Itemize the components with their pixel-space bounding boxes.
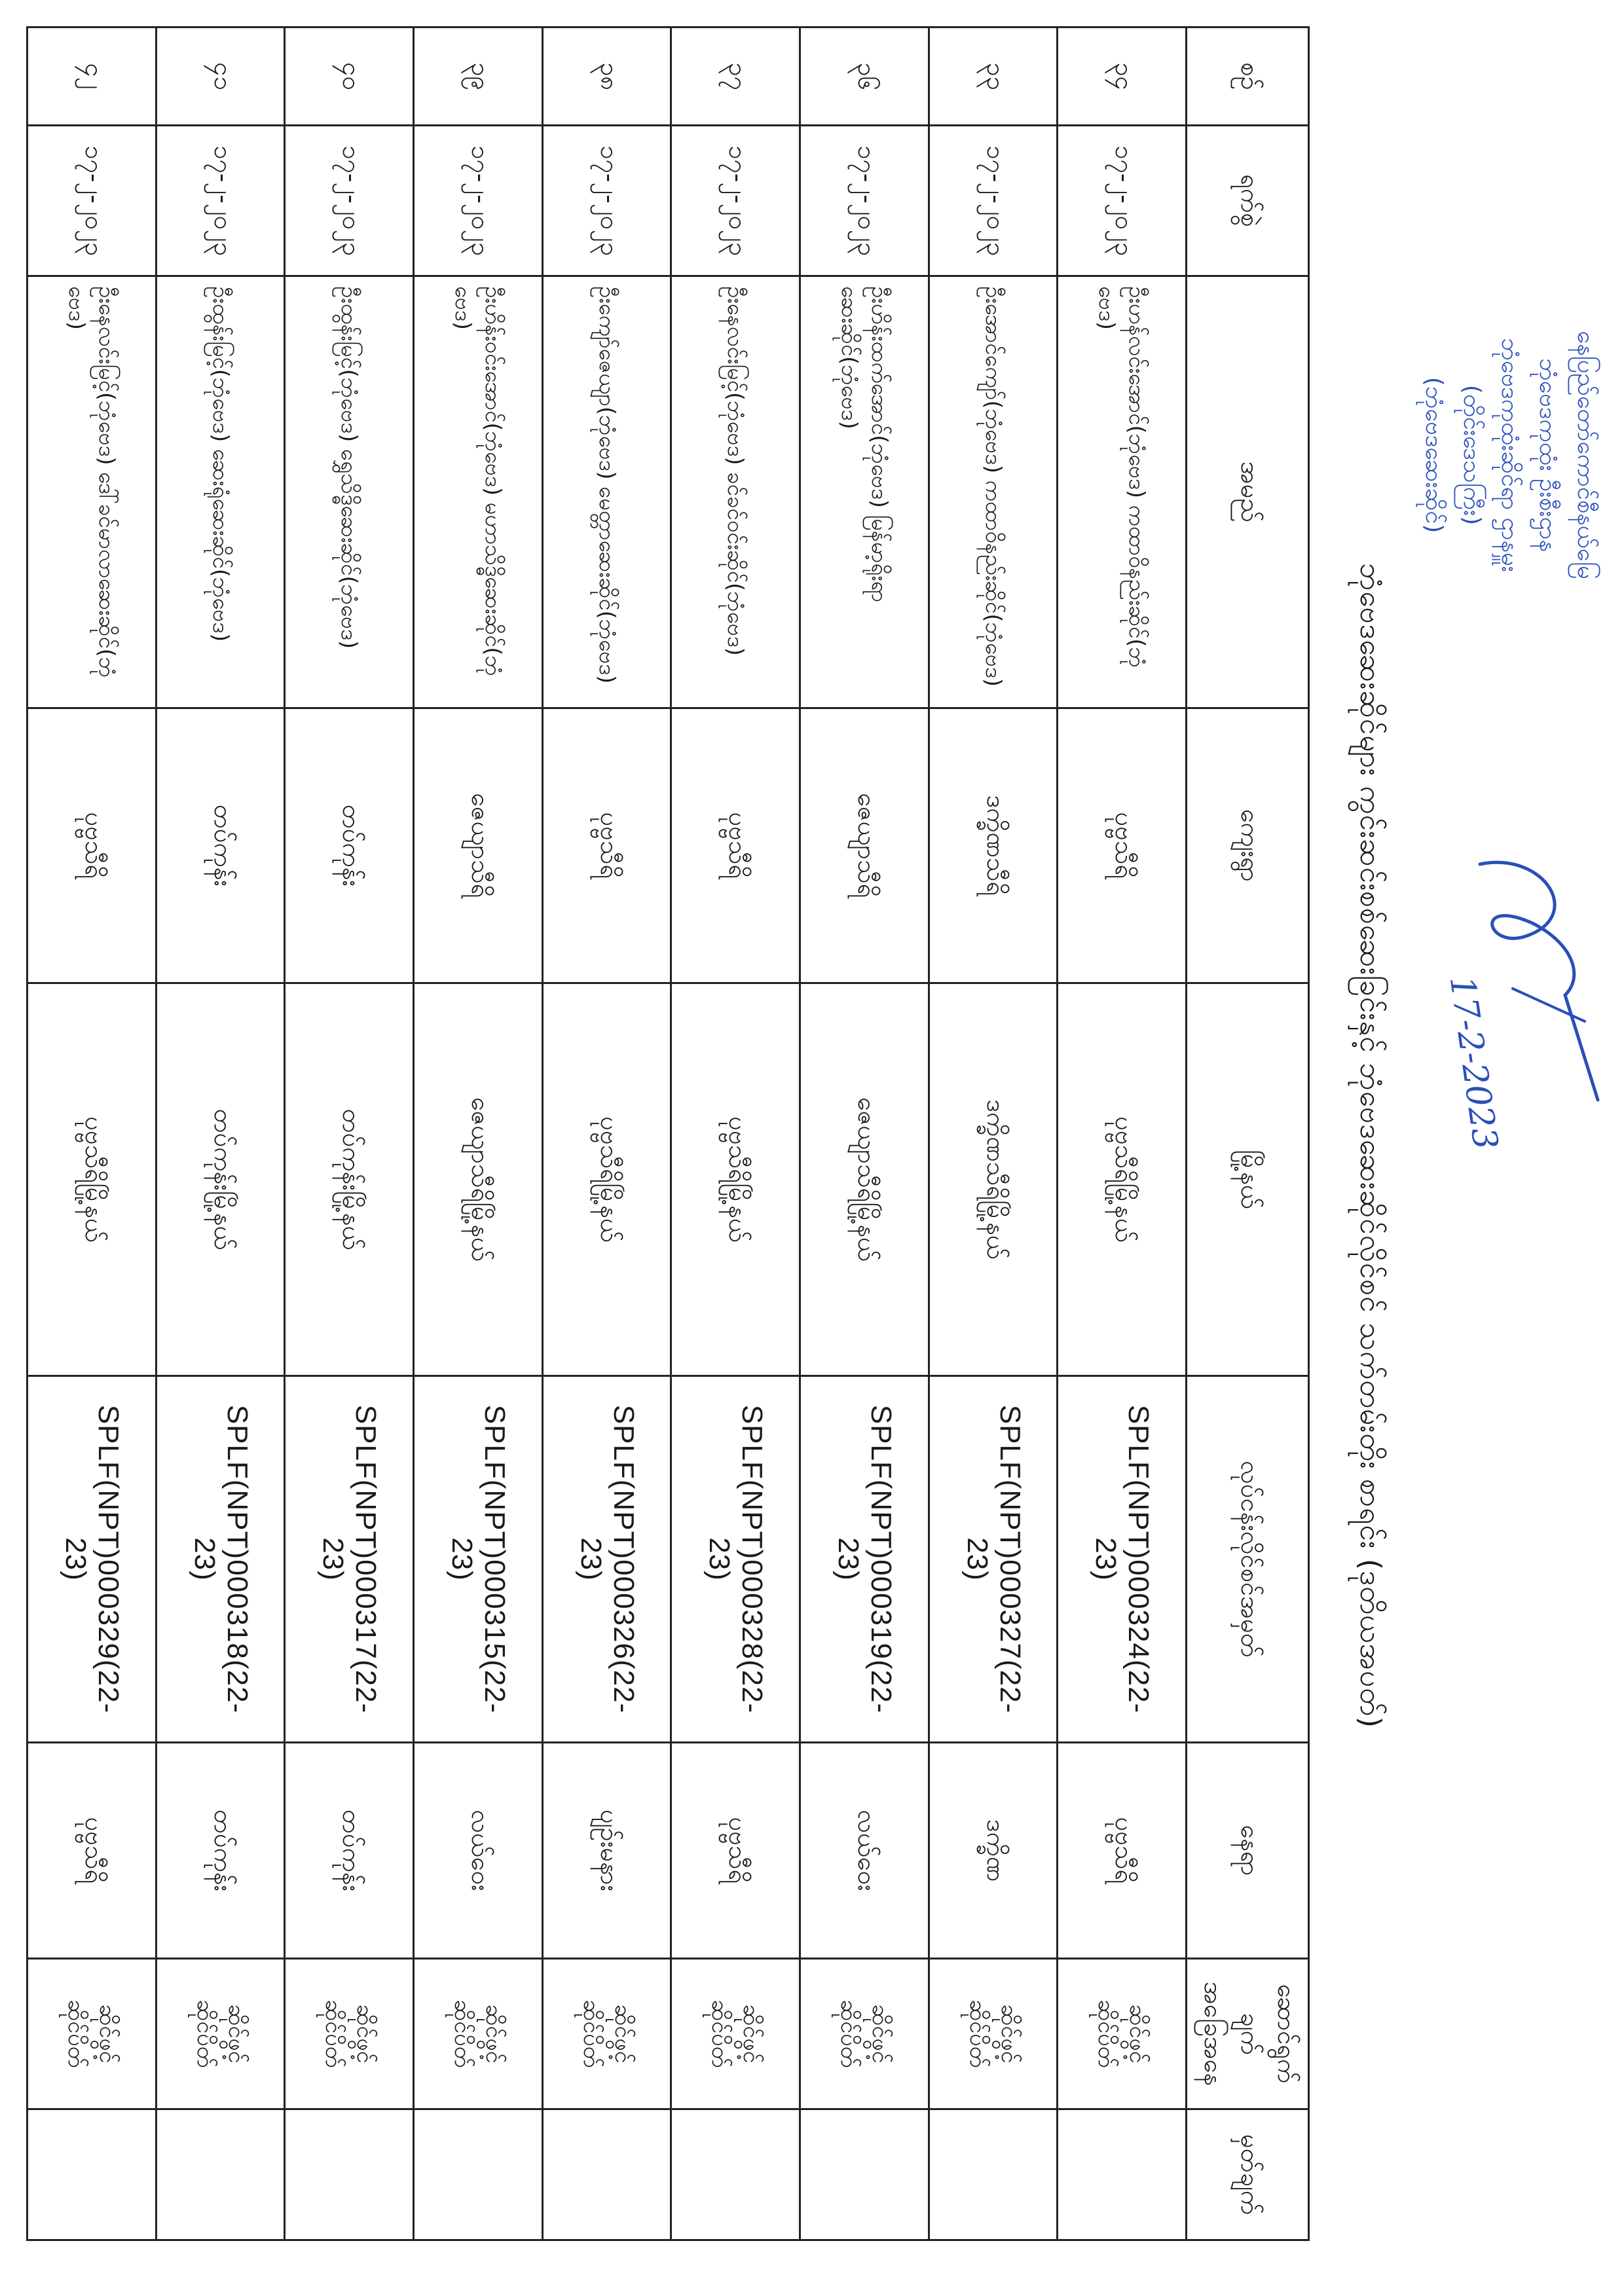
cell-location: တပ်ကုန်း xyxy=(285,1743,414,1959)
cell-date: ၁၇-၂-၂၀၂၃ xyxy=(1058,126,1187,276)
cell-village: တပ်ကုန်း xyxy=(156,708,285,983)
cell-remark xyxy=(542,2109,671,2240)
table-row xyxy=(28,27,157,2240)
cell-remark xyxy=(28,2109,157,2240)
cell-location: ပုဗ္ဗသီရိ xyxy=(671,1743,800,1959)
cell-township: တပ်ကုန်းမြို့နယ် xyxy=(156,983,285,1376)
header-remark: မှတ်ချက် xyxy=(1187,2109,1309,2240)
table-row xyxy=(156,27,285,2240)
cell-location: ပျဉ်းမနား xyxy=(542,1743,671,1959)
cell-sn: ၃၃ xyxy=(929,27,1058,126)
cell-township: ပုဗ္ဗသီရိမြို့နယ် xyxy=(1058,983,1187,1376)
header-name: အမည် xyxy=(1187,276,1309,708)
cell-sn: ၃၄ xyxy=(1058,27,1187,126)
table-row xyxy=(414,27,543,2240)
cell-status: ဆိုင်ဖွင့် ဆိုင်ပိတ် xyxy=(28,1959,157,2109)
header-status: ဆောင်ရွက်ချက် အခြေအနေ xyxy=(1187,1959,1309,2109)
cell-location: တပ်ကုန်း xyxy=(156,1743,285,1959)
header-township: မြို့နယ် xyxy=(1187,983,1309,1376)
office-seal xyxy=(1388,79,1604,831)
cell-sn: ၄၁ xyxy=(156,27,285,126)
table-row xyxy=(671,27,800,2240)
cell-village: ပုဗ္ဗသီရိ xyxy=(542,708,671,983)
header-village: ကျေးရွာ xyxy=(1187,708,1309,983)
seal-line-5: (ဘုံဗေဒဆေးဆိုင်) xyxy=(1420,376,1447,534)
cell-sn: ၃၆ xyxy=(800,27,929,126)
table-header-row xyxy=(1187,27,1309,2240)
cell-location: လယ်ဝေး xyxy=(414,1743,543,1959)
cell-name: ဦးနေလင်းမြင့်(ဘုံဗေဒ) ဒေါ်ခင်မာလာဆေးဆိုင်(ဘုံဗေဒ) xyxy=(28,276,157,708)
cell-remark xyxy=(1058,2109,1187,2240)
signature-block xyxy=(1414,825,1624,1165)
cell-village: ပုဗ္ဗသီရိ xyxy=(28,708,157,983)
cell-reg: SPLF(NPT)000327(22-23) xyxy=(929,1376,1058,1743)
header-date: ရက်စွဲ xyxy=(1187,126,1309,276)
cell-reg: SPLF(NPT)000328(22-23) xyxy=(671,1376,800,1743)
cell-date: ၁၇-၂-၂၀၂၃ xyxy=(542,126,671,276)
cell-status: ဆိုင်ဖွင့် ဆိုင်ပိတ် xyxy=(414,1959,543,2109)
cell-village: ပုဗ္ဗသီရိ xyxy=(1058,708,1187,983)
document-title: ဘုံဗေဒဆေးဆိုင်များ ကွင်းဆင်းစစ်ဆေးခြင်းနှင့် ဘုံဗေဒဆေးဆိုင်လိုင်စင် သက်တမ်းတိုး စာရင်း (ဒုတိယအပတ်) xyxy=(1354,562,1387,1729)
cell-remark xyxy=(929,2109,1058,2240)
cell-township: ပုဗ္ဗသီရိမြို့နယ် xyxy=(542,983,671,1376)
cell-township: တပ်ကုန်းမြို့နယ် xyxy=(285,983,414,1376)
cell-reg: SPLF(NPT)000326(22-23) xyxy=(542,1376,671,1743)
cell-reg: SPLF(NPT)000324(22-23) xyxy=(1058,1376,1187,1743)
table-row xyxy=(542,27,671,2240)
header-reg: လုပ်ငန်းလိုင်စင်အမှတ် xyxy=(1187,1376,1309,1743)
cell-date: ၁၇-၂-၂၀၂၃ xyxy=(28,126,157,276)
cell-status: ဆိုင်ဖွင့် ဆိုင်ပိတ် xyxy=(285,1959,414,2109)
cell-name: ဦးကျော်ဇေယျာ(ဘုံဗေဒ) မေတ္တာဆေးဆိုင်(ဘုံဗေဒ) xyxy=(542,276,671,708)
cell-remark xyxy=(414,2109,543,2240)
cell-township: ပုဗ္ဗသီရိမြို့နယ် xyxy=(28,983,157,1376)
cell-remark xyxy=(800,2109,929,2240)
cell-reg: SPLF(NPT)000318(22-23) xyxy=(156,1376,285,1743)
table-row xyxy=(1058,27,1187,2240)
cell-reg: SPLF(NPT)000315(22-23) xyxy=(414,1376,543,1743)
cell-name: ဦးအောင်ကျော်(ဘုံဗေဒ) ကထာဝိနည်းဆိုင်(ဘုံဗေဒ) xyxy=(929,276,1058,708)
seal-line-3: ဘုံဗေဒကုထုံးဆိုင်ရာ ဌာနမှူး xyxy=(1496,338,1523,572)
cell-township: ဇေယျာသီရိမြို့နယ် xyxy=(414,983,543,1376)
cell-reg: SPLF(NPT)000317(22-23) xyxy=(285,1376,414,1743)
cell-status: ဆိုင်ဖွင့် ဆိုင်ပိတ် xyxy=(671,1959,800,2109)
cell-date: ၁၇-၂-၂၀၂၃ xyxy=(671,126,800,276)
table-row xyxy=(800,27,929,2240)
cell-sn: ၃၇ xyxy=(671,27,800,126)
cell-reg: SPLF(NPT)000319(22-23) xyxy=(800,1376,929,1743)
cell-name: ဦးဟိန်းထက်အောင်(ဘုံဗေဒ) မြန်မာ့ရိုးရာဆေးဆိုင်(ဘုံဗေဒ) xyxy=(800,276,929,708)
cell-remark xyxy=(671,2109,800,2240)
cell-reg: SPLF(NPT)000329(22-23) xyxy=(28,1376,157,1743)
cell-date: ၁၇-၂-၂၀၂၃ xyxy=(285,126,414,276)
cell-remark xyxy=(156,2109,285,2240)
cell-status: ဆိုင်ဖွင့် ဆိုင်ပိတ် xyxy=(542,1959,671,2109)
cell-village: ဒက္ခိဏသီရိ xyxy=(929,708,1058,983)
seal-line-1: နေပြည်တော်ကောင်စီနယ်မြေ xyxy=(1572,331,1599,579)
cell-date: ၁၇-၂-၂၀၂၃ xyxy=(800,126,929,276)
cell-date: ၁၇-၂-၂၀၂၃ xyxy=(929,126,1058,276)
cell-name: ဦးထွန်းမြင့်(ဘုံဗေဒ) ဆေးရုံဆေးဆိုင်(ဘုံဗေဒ) xyxy=(156,276,285,708)
cell-name: ဦးနေလင်းမြင့်(ဘုံဗေဒ) ခင်ခင်ဝင်းဆိုင်(ဘုံဗေဒ) xyxy=(671,276,800,708)
cell-township: ပုဗ္ဗသီရိမြို့နယ် xyxy=(671,983,800,1376)
cell-township: ဒက္ခိဏသီရိမြို့နယ် xyxy=(929,983,1058,1376)
cell-status: ဆိုင်ဖွင့် ဆိုင်ပိတ် xyxy=(156,1959,285,2109)
cell-sn: ၄၀ xyxy=(285,27,414,126)
registry-table xyxy=(26,26,1310,2241)
table-row xyxy=(929,27,1058,2240)
signature-date: 17-2-2023 xyxy=(1441,974,1505,1152)
cell-village: ဇေယျာသီရိ xyxy=(414,708,543,983)
cell-village: ပုဗ္ဗသီရိ xyxy=(671,708,800,983)
cell-date: ၁၇-၂-၂၀၂၃ xyxy=(156,126,285,276)
cell-status: ဆိုင်ဖွင့် ဆိုင်ပိတ် xyxy=(929,1959,1058,2109)
cell-sn: ၄၂ xyxy=(28,27,157,126)
seal-line-4: (တိုင်းဒေသကြီး) xyxy=(1458,384,1485,526)
cell-sn: ၃၈ xyxy=(542,27,671,126)
header-location: နေရာ xyxy=(1187,1743,1309,1959)
cell-name: ဦးထွန်းမြင့်(ဘုံဗေဒ) ရွှေသိဒ္ဓိဆေးဆိုင်(ဘုံဗေဒ) xyxy=(285,276,414,708)
cell-township: ဇေယျာသီရိမြို့နယ် xyxy=(800,983,929,1376)
cell-status: ဆိုင်ဖွင့် ဆိုင်ပိတ် xyxy=(1058,1959,1187,2109)
cell-village: တပ်ကုန်း xyxy=(285,708,414,983)
table-row xyxy=(285,27,414,2240)
cell-village: ဇေယျာသီရိ xyxy=(800,708,929,983)
cell-name: ဦးဟန်လင်းအောင်(ဘုံဗေဒ) ကထာဝိနည်းဆိုင်(ဘုံဗေဒ) xyxy=(1058,276,1187,708)
cell-date: ၁၇-၂-၂၀၂၃ xyxy=(414,126,543,276)
cell-remark xyxy=(285,2109,414,2240)
cell-location: လယ်ဝေး xyxy=(800,1743,929,1959)
cell-location: ပုဗ္ဗသီရိ xyxy=(28,1743,157,1959)
header-sn: စဉ် xyxy=(1187,27,1309,126)
cell-location: ဒက္ခိဏ xyxy=(929,1743,1058,1959)
cell-status: ဆိုင်ဖွင့် ဆိုင်ပိတ် xyxy=(800,1959,929,2109)
seal-line-2: ဘုံဗေဒကုထုံး ဦးစီးဌာန xyxy=(1534,357,1561,553)
cell-name: ဦးဟိန်းဝင်းအောင်(ဘုံဗေဒ) မဟာသိဒ္ဓိဆေးဆိုင်(ဘုံဗေဒ) xyxy=(414,276,543,708)
cell-sn: ၃၉ xyxy=(414,27,543,126)
cell-location: ပုဗ္ဗသီရိ xyxy=(1058,1743,1187,1959)
